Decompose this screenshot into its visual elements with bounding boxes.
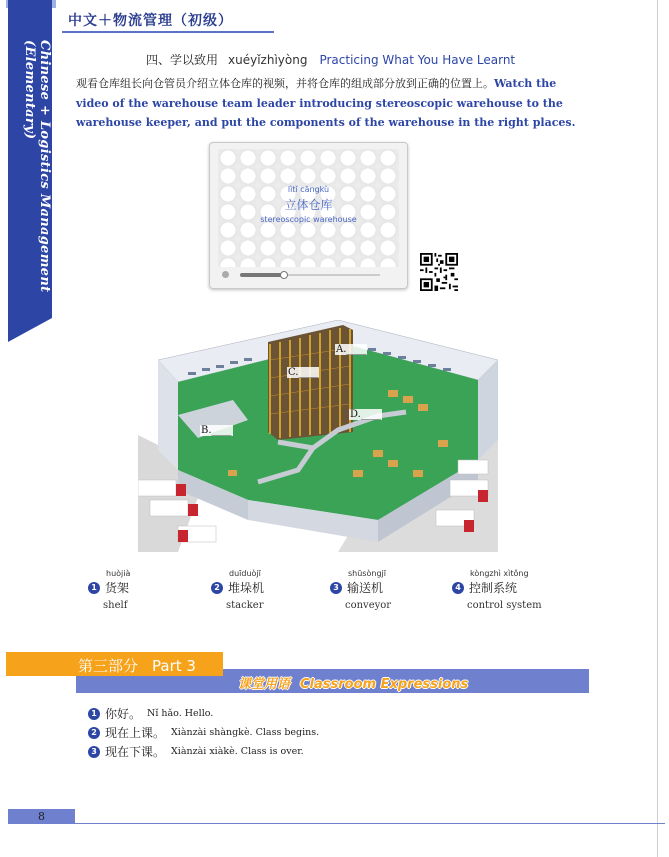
label-b: B.____: [201, 425, 232, 436]
video-controls: [222, 272, 382, 278]
expression-item: [88, 705, 213, 722]
component-pinyin: kòngzhì xìtǒng: [470, 569, 529, 578]
video-player[interactable]: [209, 142, 408, 289]
label-a: A.____: [336, 344, 367, 355]
section-title-cn: 四、学以致用: [146, 53, 219, 67]
component-pinyin: shūsòngjī: [348, 569, 386, 578]
component-pinyin: duīduòjī: [229, 569, 261, 578]
component-item: [452, 569, 582, 611]
classroom-title-en: Classroom Expressions: [300, 677, 469, 692]
component-en: stacker: [226, 600, 264, 611]
classroom-title: [238, 673, 468, 692]
page-edge: [657, 0, 658, 857]
instruction-en: Watch the video of the warehouse team leader introducing stereoscopic warehouse to the warehouse keeper, and put the components of the warehouse in the right places.: [76, 77, 576, 129]
page-number: 8: [8, 809, 75, 824]
component-en: shelf: [103, 600, 128, 611]
warehouse-illustration: [138, 320, 498, 552]
qr-code[interactable]: [420, 253, 458, 291]
expression-text: Xiànzài xiàkè. Class is over.: [171, 746, 304, 757]
number-badge: 2: [88, 727, 100, 739]
progress-handle[interactable]: [280, 271, 288, 279]
component-cn: 堆垛机: [228, 581, 265, 595]
number-badge: 1: [88, 708, 100, 720]
component-item: [88, 569, 208, 611]
instruction-cn: 观看仓库组长向仓管员介绍立体仓库的视频，并将仓库的组成部分放到正确的位置上。: [76, 77, 494, 90]
number-badge: 1: [88, 582, 100, 594]
section-title-en: Practicing What You Have Learnt: [319, 53, 516, 67]
label-c: C.____: [288, 367, 319, 378]
component-pinyin: huòjià: [106, 569, 131, 578]
expression-text: Xiànzài shàngkè. Class begins.: [171, 727, 320, 738]
side-title: Chinese + Logistics Management (Elementary): [22, 40, 52, 293]
expression-text: Nǐ hǎo. Hello.: [147, 708, 214, 719]
label-d: D.____: [350, 409, 381, 420]
component-cn: 控制系统: [469, 581, 518, 595]
number-badge: 2: [211, 582, 223, 594]
number-badge: 4: [452, 582, 464, 594]
component-item: [211, 569, 331, 611]
header-rule: [62, 31, 274, 33]
expression-item: [88, 724, 319, 741]
book-title: 中文＋物流管理（初级）: [68, 13, 233, 29]
component-en: control system: [467, 600, 542, 611]
video-pinyin: lìtǐ cāngkù: [287, 185, 330, 194]
expression-cn: 你好。: [105, 707, 142, 721]
video-title-cn: 立体仓库: [284, 198, 333, 212]
instruction-paragraph: [76, 74, 592, 133]
progress-fill: [240, 273, 283, 277]
expression-item: [88, 743, 304, 760]
part-title-en: Part 3: [152, 657, 196, 675]
footer-rule: [75, 823, 665, 824]
classroom-title-cn: 课堂用语: [238, 677, 291, 692]
play-icon[interactable]: [222, 271, 229, 278]
video-title-en: stereoscopic warehouse: [260, 215, 357, 224]
section-title-pinyin: xuéyǐzhìyòng: [228, 53, 308, 67]
part-title: [78, 655, 196, 676]
expression-cn: 现在下课。: [105, 745, 166, 759]
component-cn: 货架: [105, 581, 130, 595]
component-item: [330, 569, 450, 611]
component-en: conveyor: [345, 600, 392, 611]
expression-cn: 现在上课。: [105, 726, 166, 740]
component-cn: 输送机: [347, 581, 384, 595]
part-title-cn: 第三部分: [78, 657, 139, 675]
number-badge: 3: [330, 582, 342, 594]
section-heading: [146, 51, 515, 68]
number-badge: 3: [88, 746, 100, 758]
